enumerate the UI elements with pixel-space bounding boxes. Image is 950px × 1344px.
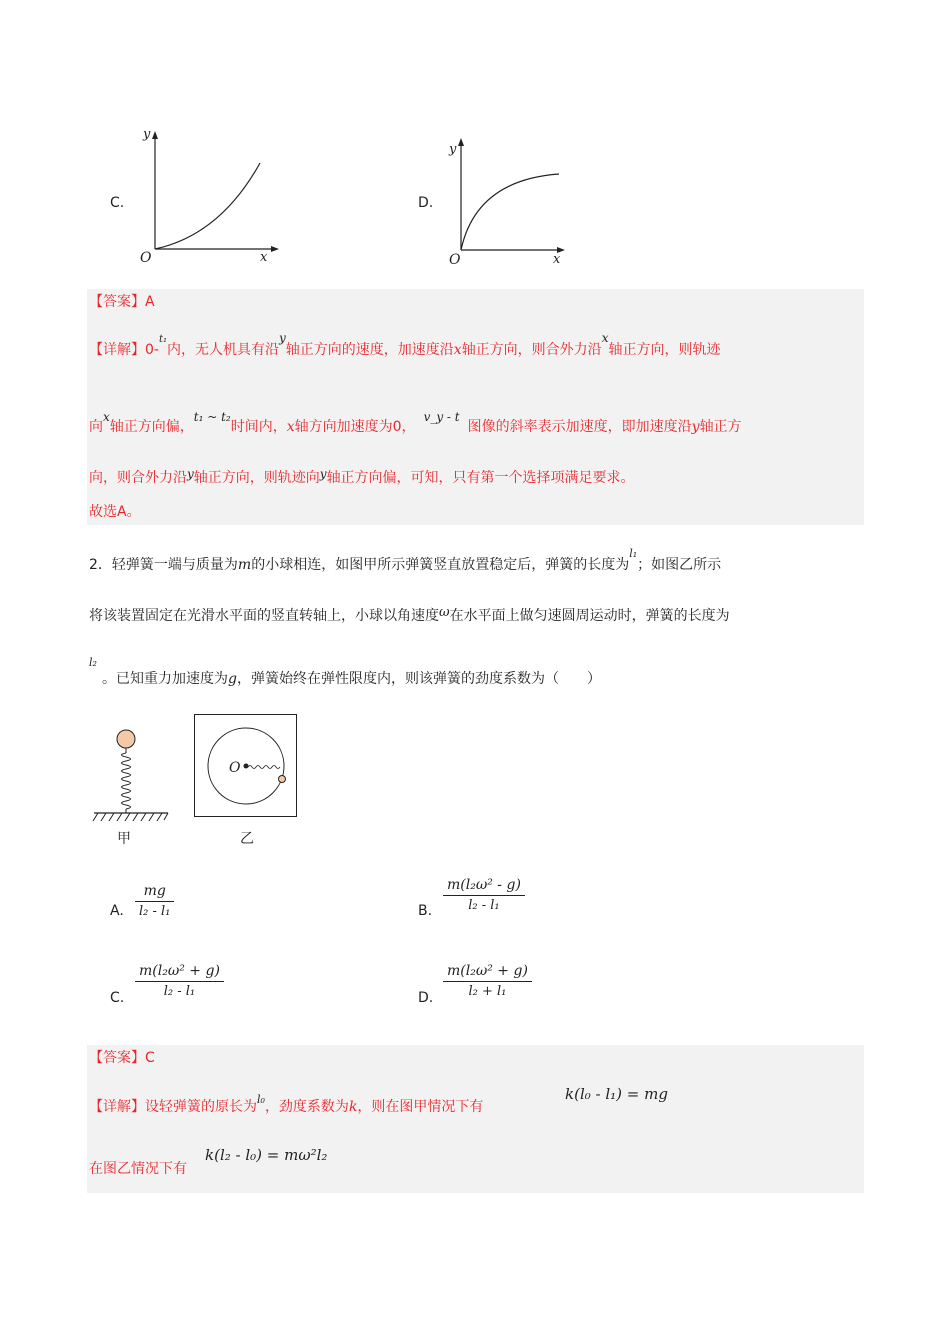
text-seg: 将该装置固定在光滑水平面的竖直转轴上，小球以角速度	[89, 608, 439, 624]
option-d-label-graph: D.	[418, 195, 434, 211]
question2-line2	[89, 605, 730, 625]
question2-line1	[89, 547, 722, 574]
fraction-bar	[135, 981, 224, 982]
option-d-label[interactable]: D.	[418, 990, 434, 1006]
option-a-den: l₂ - l₁	[139, 904, 171, 919]
option-a-fraction[interactable]	[135, 883, 174, 919]
text-seg: 轴正方向，则合外力沿	[461, 342, 602, 358]
detail-label: 【详解】	[89, 1099, 145, 1115]
x-sym: x	[453, 342, 462, 358]
answer-box-1	[87, 289, 864, 525]
x-sym-small: x	[601, 331, 609, 345]
text-seg: 2．轻弹簧一端与质量为	[89, 557, 238, 573]
g-sym: g	[228, 671, 237, 687]
k-sym: k	[348, 1099, 358, 1115]
option-b-label[interactable]: B.	[418, 903, 433, 919]
fraction-bar	[443, 895, 525, 896]
text-seg: ；如图乙所示	[637, 557, 722, 573]
graph-c-x-label: x	[260, 250, 268, 265]
text-seg: 向	[89, 419, 103, 435]
text-seg: 设轻弹簧的原长为	[145, 1099, 257, 1115]
answer2-label: 【答案】C	[89, 1050, 155, 1066]
l2-sym: l₂	[89, 656, 97, 669]
x-sym: x	[286, 419, 295, 435]
answer1-line1	[89, 331, 721, 358]
text-seg: 图像的斜率表示加速度，即加速度沿	[467, 419, 692, 435]
l0-sym: l₀	[257, 1093, 265, 1106]
text-seg: 轴正方向的速度，加速度沿	[285, 342, 454, 358]
equation-2: k(l₂ - l₀) = mω²l₂	[205, 1146, 328, 1164]
graph-d	[441, 132, 571, 262]
answer1-line3	[89, 467, 635, 486]
text-seg: ，则在图甲情况下有	[357, 1099, 484, 1115]
y-sym-small: y	[187, 467, 194, 481]
text-seg: 的小球相连，如图甲所示弹簧竖直放置稳定后，弹簧的长度为	[251, 557, 630, 573]
graph-c-origin: O	[140, 250, 152, 266]
figure-yi-o: O	[229, 760, 241, 776]
graph-d-x-label: x	[553, 252, 561, 267]
option-c-num: m(l₂ω² + g)	[139, 963, 220, 979]
answer1-label: 【答案】A	[89, 294, 155, 310]
y-sym-small: y	[319, 467, 327, 481]
y-sym: y	[691, 419, 700, 435]
text-seg: 向，则合外力沿	[89, 470, 187, 486]
m-sym: m	[237, 557, 252, 573]
text-seg: 。已知重力加速度为	[102, 671, 228, 687]
text-seg: ，弹簧始终在弹性限度内，则该弹簧的劲度系数为（ ）	[236, 671, 601, 687]
text-seg: 轴方向加速度为0，	[294, 419, 416, 435]
figure-jia-spring	[88, 725, 173, 825]
text-seg: 在图乙情况下有	[89, 1161, 187, 1177]
option-c-fraction[interactable]	[135, 963, 224, 999]
option-b-num: m(l₂ω² - g)	[447, 877, 521, 893]
option-b-fraction[interactable]	[443, 877, 525, 913]
figure-yi-rotation	[194, 714, 299, 820]
graph-c	[135, 125, 285, 270]
option-d-fraction[interactable]	[443, 963, 532, 999]
fraction-bar	[443, 981, 532, 982]
answer2-line2	[89, 1162, 187, 1176]
t1-sub: t₁	[158, 334, 167, 345]
text-seg: 轴正方向偏，	[109, 419, 194, 435]
detail-label: 【详解】	[89, 342, 145, 358]
answer1-conclusion: 故选A。	[89, 504, 141, 520]
graph-c-y-label: y	[143, 127, 151, 142]
answer-box-2	[87, 1045, 864, 1193]
y-sym: y	[279, 331, 286, 345]
graph-d-origin: O	[449, 252, 461, 268]
question2-line3	[102, 668, 601, 688]
text-seg: 在水平面上做匀速圆周运动时，弹簧的长度为	[449, 608, 730, 624]
text-seg: 内，无人机具有沿	[167, 342, 279, 358]
graph-d-y-label: y	[449, 142, 457, 157]
option-c-den: l₂ - l₁	[163, 984, 196, 999]
figure-yi-label: 乙	[240, 831, 254, 847]
option-c-label[interactable]: C.	[110, 990, 125, 1006]
text-seg: 轴正方	[699, 419, 742, 435]
answer2-line1	[89, 1093, 484, 1115]
text-seg: 0-	[145, 342, 159, 358]
option-a-label[interactable]: A.	[110, 903, 124, 919]
vy-t: v_y - t	[423, 410, 460, 424]
option-d-num: m(l₂ω² + g)	[447, 963, 528, 979]
option-a-num: mg	[143, 883, 166, 899]
text-seg: 时间内，	[230, 419, 287, 435]
text-seg: 轴正方向偏，可知，只有第一个选择项满足要求。	[326, 470, 635, 486]
figure-jia-label: 甲	[117, 831, 131, 847]
answer1-line2	[89, 410, 742, 435]
text-seg: ，劲度系数为	[264, 1099, 349, 1115]
text-seg: 轴正方向，则轨迹	[608, 342, 721, 358]
equation-1: k(l₀ - l₁) = mg	[565, 1085, 668, 1103]
omega-sym: ω	[439, 605, 450, 620]
l1-sym: l₁	[629, 547, 638, 560]
x-sym-small: x	[103, 410, 110, 424]
option-c-label-graph: C.	[110, 195, 125, 211]
t1-t2: t₁ ~ t₂	[193, 410, 231, 424]
option-d-den: l₂ + l₁	[468, 984, 507, 999]
option-b-den: l₂ - l₁	[468, 898, 500, 913]
fraction-bar	[135, 901, 174, 902]
text-seg: 轴正方向，则轨迹向	[193, 470, 320, 486]
